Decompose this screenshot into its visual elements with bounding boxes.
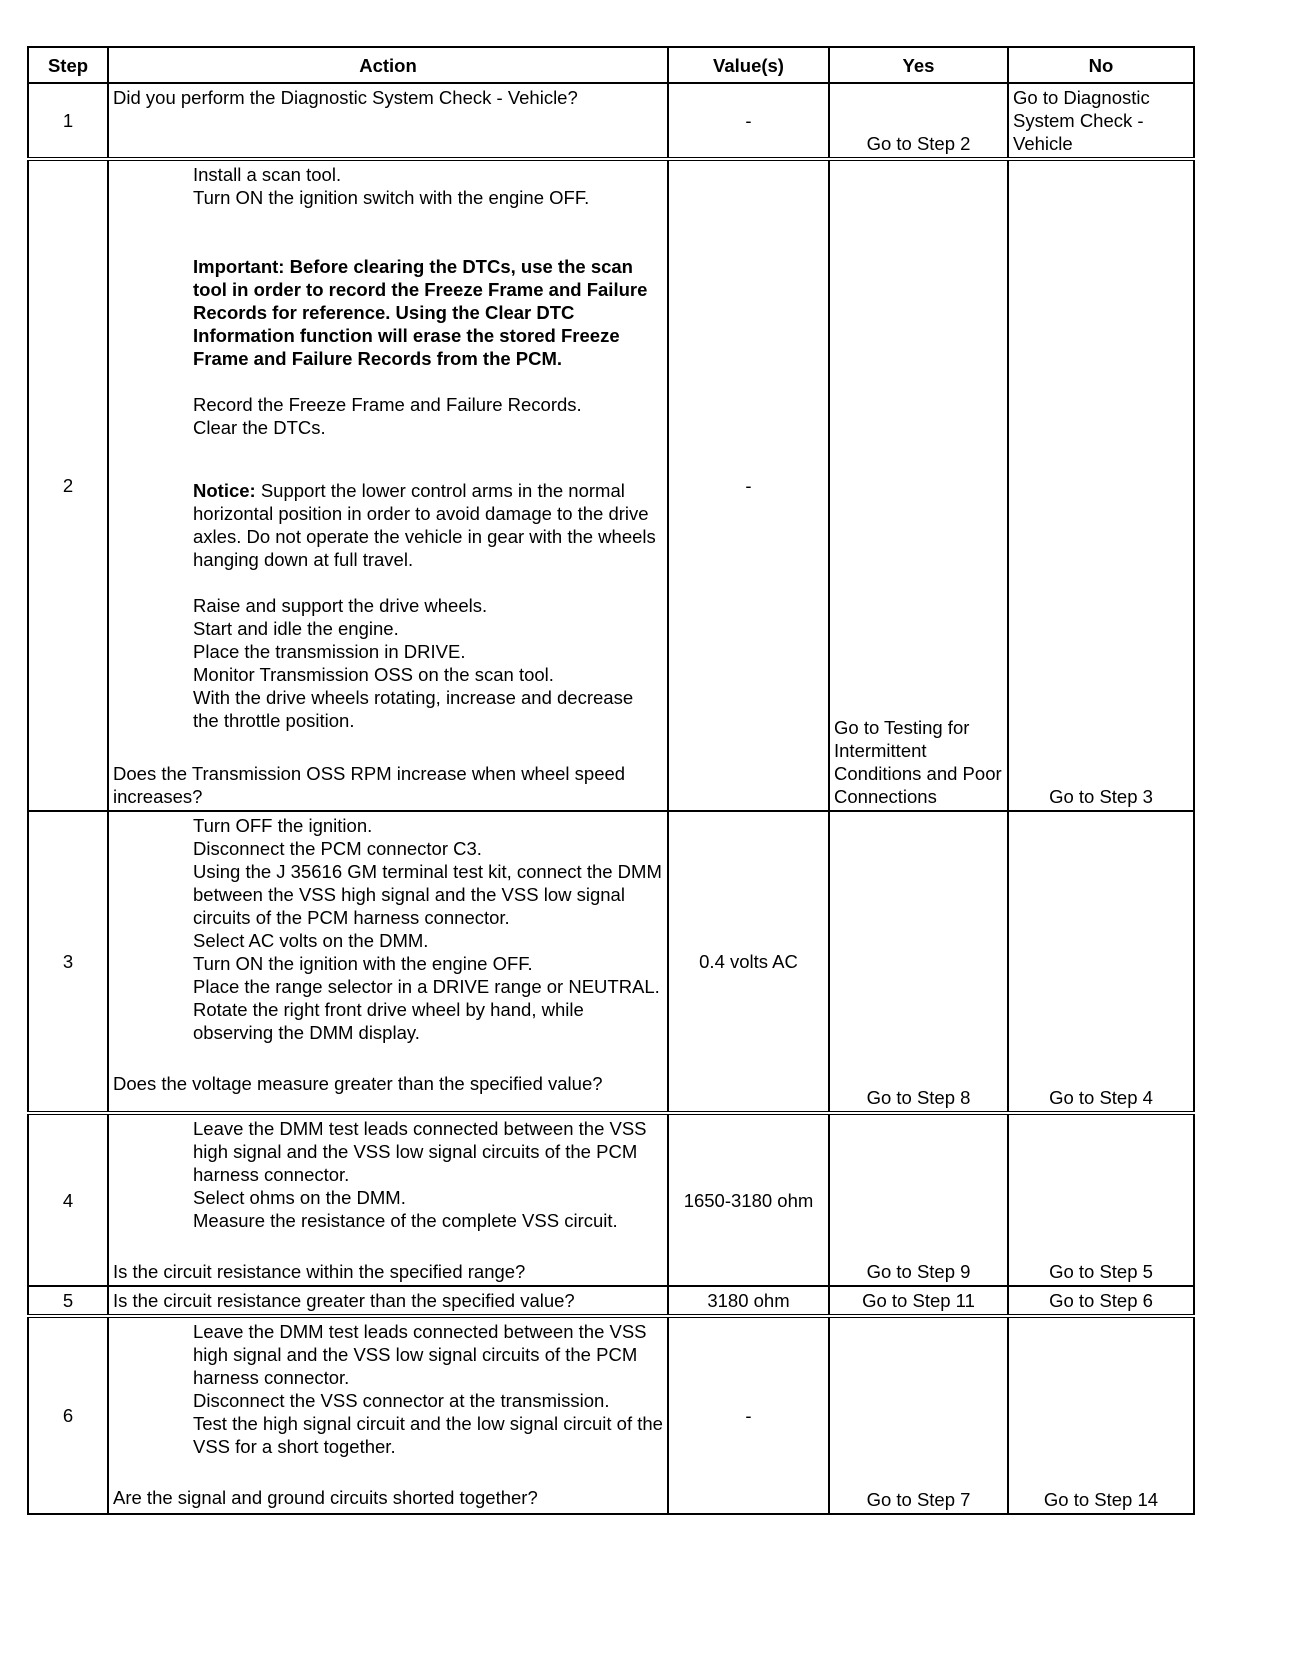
diagnostic-table: [27, 46, 1195, 1515]
instruction: Turn ON the ignition switch with the engine OFF.: [193, 187, 590, 208]
value-cell: 1650-3180 ohm: [668, 1113, 829, 1286]
instruction: Select AC volts on the DMM.: [193, 930, 429, 951]
header-no: No: [1008, 47, 1194, 83]
step-number: 4: [28, 1113, 108, 1286]
value-cell: -: [668, 1316, 829, 1514]
instruction: Turn OFF the ignition.: [193, 815, 373, 836]
no-cell: Go to Step 3: [1008, 159, 1194, 811]
step-question: Is the circuit resistance greater than the specified value?: [113, 1290, 575, 1311]
step-number: 6: [28, 1316, 108, 1514]
instruction: Record the Freeze Frame and Failure Records.: [193, 394, 582, 415]
yes-cell: Go to Step 9: [829, 1113, 1008, 1286]
no-cell: Go to Step 5: [1008, 1113, 1194, 1286]
step-row-5: [28, 1286, 1194, 1316]
action-cell: [108, 1113, 668, 1286]
step-number: 2: [28, 159, 108, 811]
instruction: Place the transmission in DRIVE.: [193, 641, 466, 662]
step-question: Is the circuit resistance within the specified range?: [113, 1261, 526, 1282]
instruction-list: [113, 1117, 663, 1232]
action-cell: [108, 811, 668, 1113]
step-question: Does the Transmission OSS RPM increase when wheel speed increases?: [113, 763, 626, 807]
value-cell: -: [668, 159, 829, 811]
instruction: Disconnect the VSS connector at the transmission.: [193, 1390, 610, 1411]
yes-cell: Go to Step 11: [829, 1286, 1008, 1316]
header-yes: Yes: [829, 47, 1008, 83]
action-cell: [108, 83, 668, 159]
instruction: Measure the resistance of the complete VSS circuit.: [193, 1210, 618, 1231]
instruction: Select ohms on the DMM.: [193, 1187, 406, 1208]
no-cell: Go to Step 14: [1008, 1316, 1194, 1514]
step-number: 1: [28, 83, 108, 159]
instruction: Test the high signal circuit and the low signal circuit of the VSS for a short together.: [193, 1413, 663, 1457]
step-row-6: [28, 1316, 1194, 1514]
instruction-list: [113, 814, 663, 1044]
yes-cell: Go to Step 7: [829, 1316, 1008, 1514]
value-cell: 0.4 volts AC: [668, 811, 829, 1113]
instruction: Leave the DMM test leads connected between the VSS high signal and the VSS low signal circuits of the PCM harness connector.: [193, 1118, 647, 1185]
action-cell: [108, 159, 668, 811]
header-values: Value(s): [668, 47, 829, 83]
header-step: Step: [28, 47, 108, 83]
step-number: 3: [28, 811, 108, 1113]
instruction: Place the range selector in a DRIVE range or NEUTRAL.: [193, 976, 660, 997]
instruction: Leave the DMM test leads connected between the VSS high signal and the VSS low signal circuits of the PCM harness connector.: [193, 1321, 647, 1388]
step-row-3: [28, 811, 1194, 1113]
instruction: Turn ON the ignition with the engine OFF.: [193, 953, 533, 974]
action-cell: [108, 1316, 668, 1514]
important-note: Important: Before clearing the DTCs, use the scan tool in order to record the Freeze Frame and Failure Records for reference. Using the Clear DTC Information function will erase the stored Freeze Frame and Failure Records from the PCM.: [193, 256, 648, 369]
instruction: Clear the DTCs.: [193, 417, 326, 438]
step-question: Are the signal and ground circuits shorted together?: [113, 1487, 538, 1508]
step-row-4: [28, 1113, 1194, 1286]
step-question: Did you perform the Diagnostic System Check - Vehicle?: [113, 87, 578, 108]
instruction-list: [113, 1320, 663, 1458]
instruction-list: [113, 163, 663, 732]
yes-cell: Go to Step 2: [829, 83, 1008, 159]
instruction: Install a scan tool.: [193, 164, 342, 185]
notice-text: Support the lower control arms in the normal horizontal position in order to avoid damage to the drive axles. Do not operate the vehicle in gear with the wheels hanging down at full travel.: [193, 480, 656, 570]
header-action: Action: [108, 47, 668, 83]
no-cell: Go to Step 6: [1008, 1286, 1194, 1316]
instruction: Rotate the right front drive wheel by hand, while observing the DMM display.: [193, 999, 584, 1043]
yes-cell: Go to Testing for Intermittent Conditions and Poor Connections: [829, 159, 1008, 811]
value-cell: -: [668, 83, 829, 159]
no-cell: Go to Step 4: [1008, 811, 1194, 1113]
notice-label: Notice:: [193, 480, 256, 501]
step-number: 5: [28, 1286, 108, 1316]
instruction: Start and idle the engine.: [193, 618, 399, 639]
step-row-1: [28, 83, 1194, 159]
instruction: Disconnect the PCM connector C3.: [193, 838, 482, 859]
notice-note: [193, 479, 663, 571]
instruction: Monitor Transmission OSS on the scan tool.: [193, 664, 554, 685]
value-cell: 3180 ohm: [668, 1286, 829, 1316]
action-cell: [108, 1286, 668, 1316]
instruction: Raise and support the drive wheels.: [193, 595, 488, 616]
instruction: Using the J 35616 GM terminal test kit, connect the DMM between the VSS high signal and the VSS low signal circuits of the PCM harness connector.: [193, 861, 662, 928]
no-cell: Go to Diagnostic System Check - Vehicle: [1008, 83, 1194, 159]
step-question: Does the voltage measure greater than the specified value?: [113, 1073, 603, 1094]
header-row: [28, 47, 1194, 83]
step-row-2: [28, 159, 1194, 811]
instruction: With the drive wheels rotating, increase and decrease the throttle position.: [193, 687, 634, 731]
yes-cell: Go to Step 8: [829, 811, 1008, 1113]
